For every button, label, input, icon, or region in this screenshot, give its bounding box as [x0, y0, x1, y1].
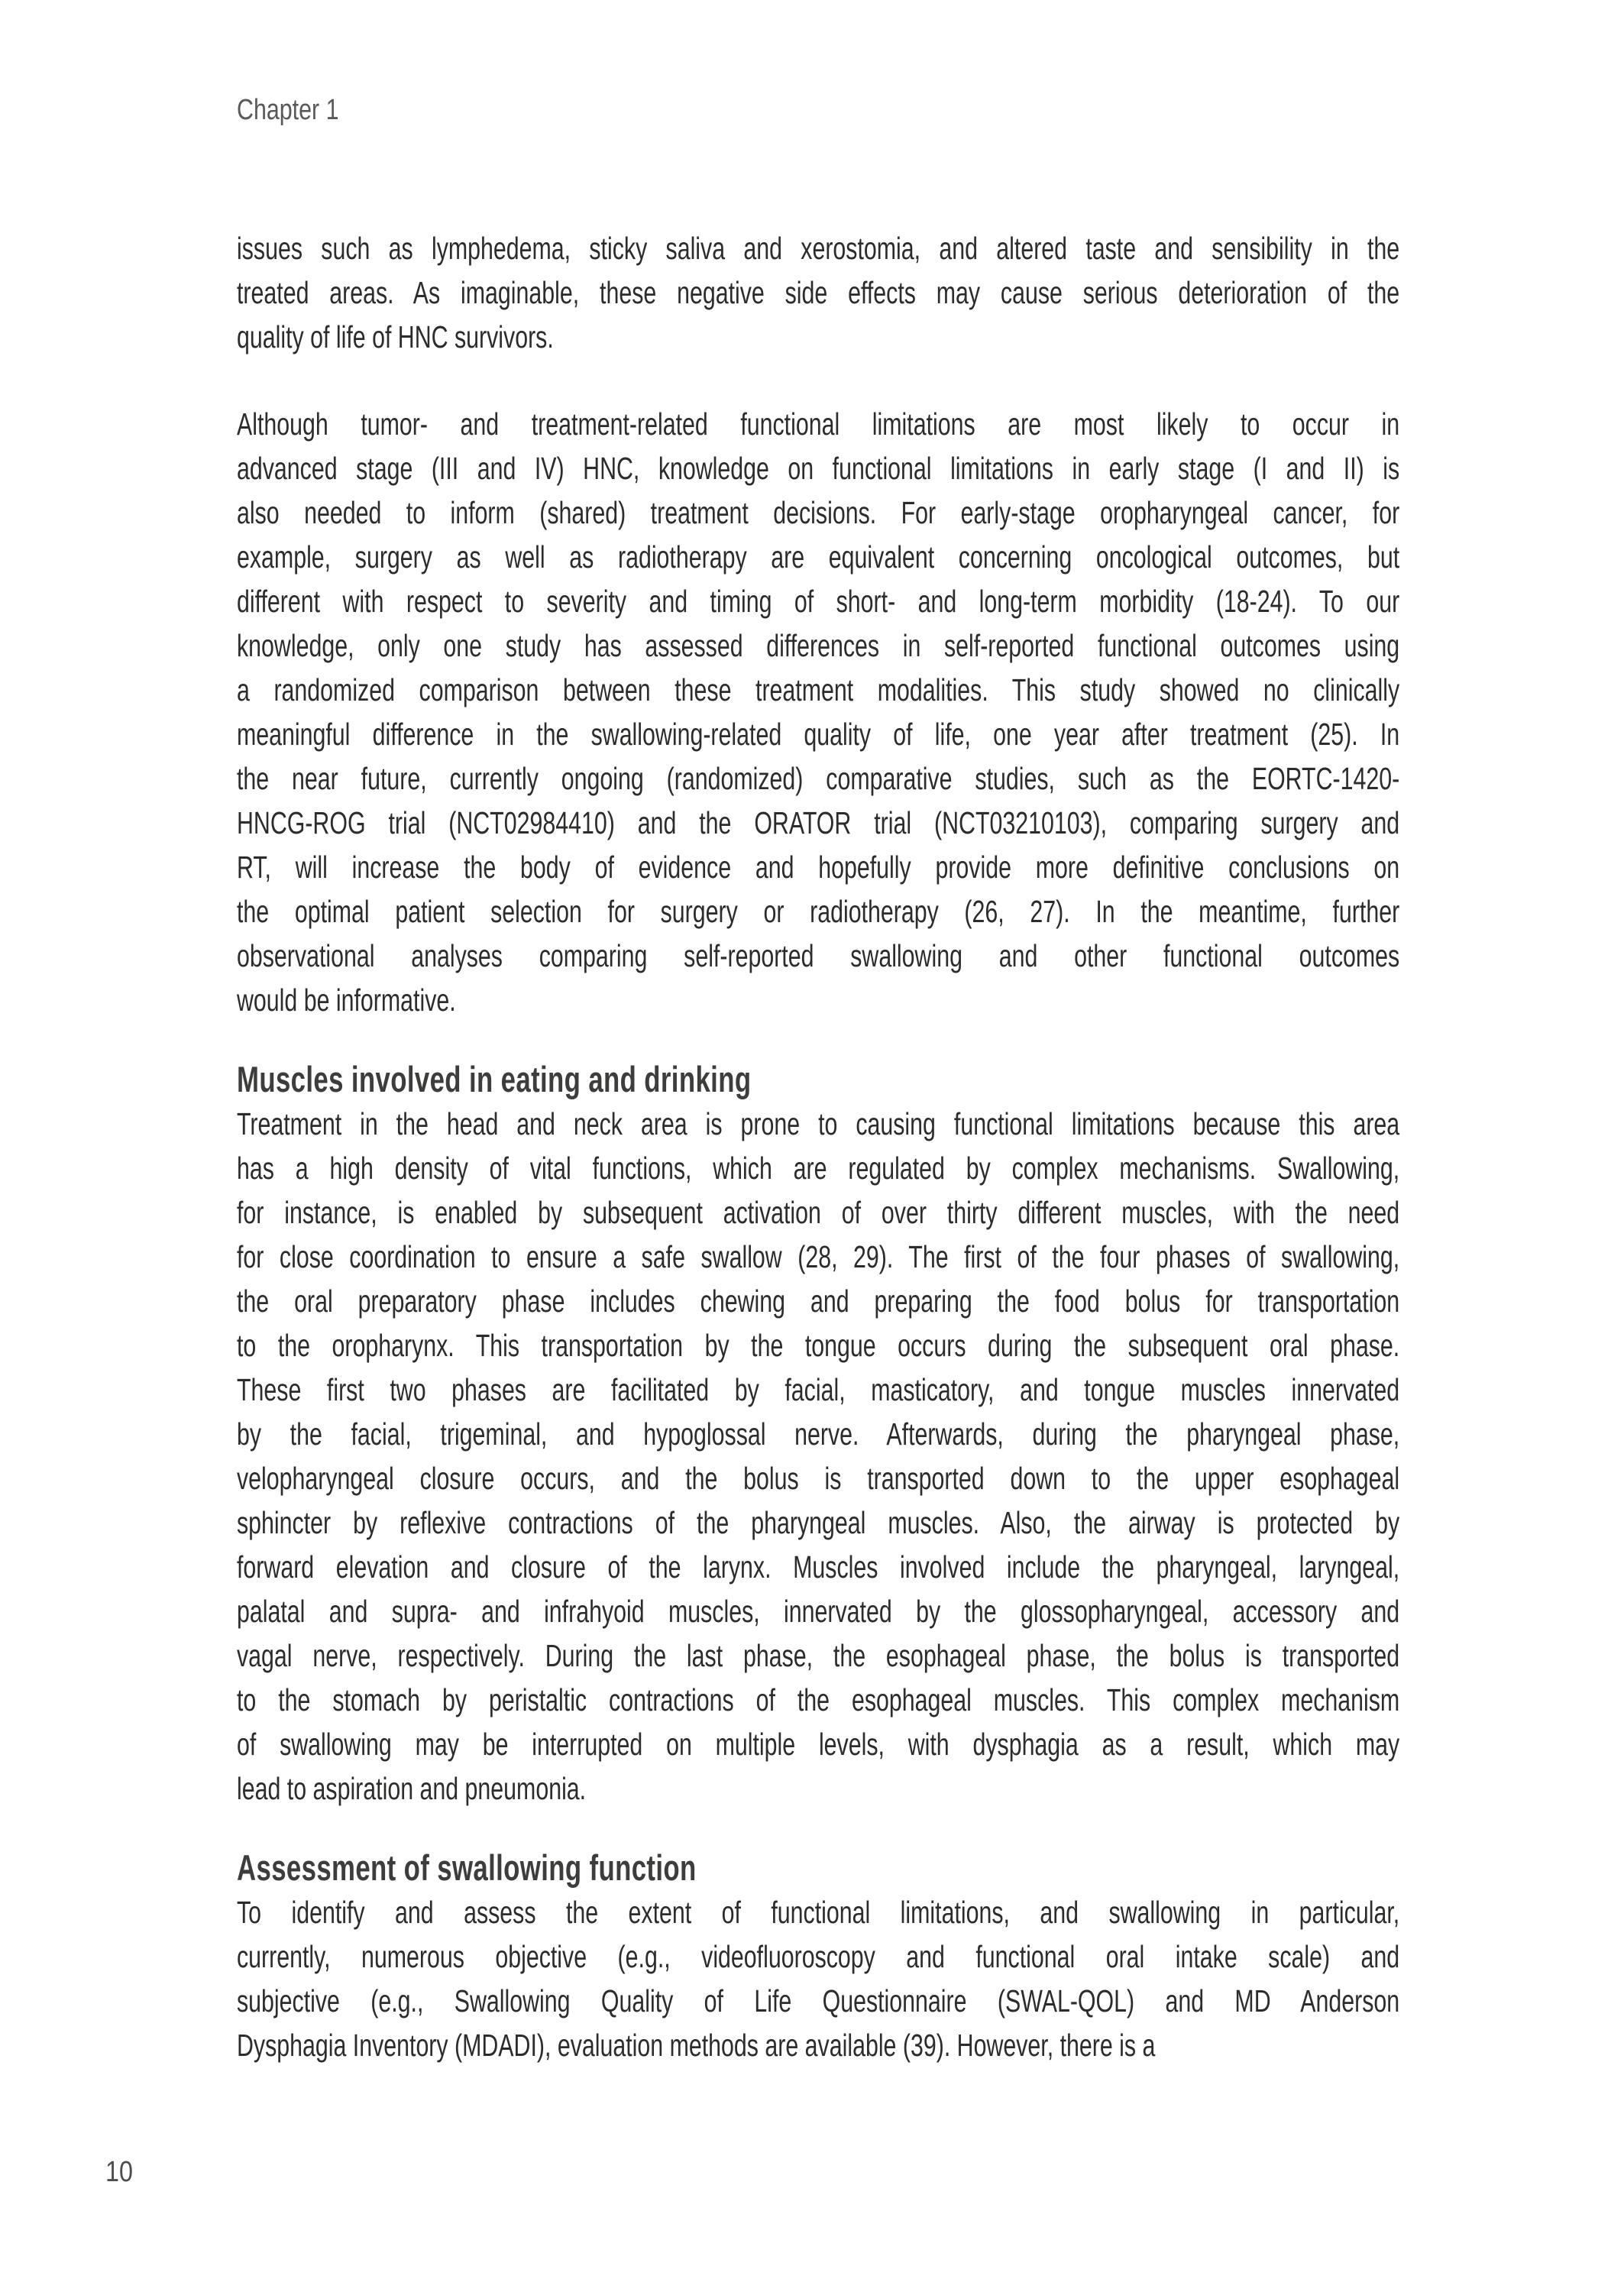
chapter-header: Chapter 1 [237, 94, 339, 126]
paragraph-line: vagal nerve, respectively. During the last phase, the esophageal phase, the bolus is transported [237, 1638, 1400, 1673]
body-paragraph [237, 1890, 1399, 2067]
paragraph-line: meaningful difference in the swallowing-related quality of life, one year after treatment (25). In [237, 717, 1400, 752]
paragraph-line: also needed to inform (shared) treatment decisions. For early-stage oropharyngeal cancer, for [237, 495, 1400, 530]
paragraph-line: Dysphagia Inventory (MDADI), evaluation methods are available (39). However, there is a [237, 2028, 1156, 2063]
section-heading: Assessment of swallowing function [237, 1847, 697, 1888]
paragraph-line: These first two phases are facilitated by facial, masticatory, and tongue muscles innervated [237, 1372, 1400, 1407]
body-paragraph [237, 1102, 1399, 1811]
paragraph-line: HNCG-ROG trial (NCT02984410) and the ORATOR trial (NCT03210103), comparing surgery and [237, 805, 1400, 840]
paragraph-line: Although tumor- and treatment-related functional limitations are most likely to occur in [237, 406, 1400, 442]
paragraph-line: To identify and assess the extent of functional limitations, and swallowing in particular, [237, 1895, 1400, 1930]
paragraph-line: quality of life of HNC survivors. [237, 319, 554, 354]
paragraph-line: to the stomach by peristaltic contractions of the esophageal muscles. This complex mechanism [237, 1682, 1400, 1717]
paragraph-line: would be informative. [237, 983, 456, 1018]
paragraph-line: knowledge, only one study has assessed differences in self-reported functional outcomes using [237, 628, 1400, 663]
paragraph-line: has a high density of vital functions, which are regulated by complex mechanisms. Swallowing, [237, 1151, 1400, 1186]
paragraph-line: to the oropharynx. This transportation by the tongue occurs during the subsequent oral phase. [237, 1328, 1400, 1363]
paragraph-line: example, surgery as well as radiotherapy are equivalent concerning oncological outcomes, but [237, 539, 1400, 575]
body-paragraph [237, 402, 1399, 1022]
paragraph-line: by the facial, trigeminal, and hypoglossal nerve. Afterwards, during the pharyngeal phase, [237, 1416, 1400, 1452]
paragraph-line: the oral preparatory phase includes chewing and preparing the food bolus for transportation [237, 1284, 1400, 1319]
paragraph-line: RT, will increase the body of evidence and hopefully provide more definitive conclusions on [237, 850, 1400, 885]
paragraph-line: palatal and supra- and infrahyoid muscles, innervated by the glossopharyngeal, accessory and [237, 1594, 1400, 1629]
paragraph-line: for instance, is enabled by subsequent activation of over thirty different muscles, with the need [237, 1195, 1400, 1230]
paragraph-line: lead to aspiration and pneumonia. [237, 1771, 587, 1806]
paragraph-line: of swallowing may be interrupted on multiple levels, with dysphagia as a result, which may [237, 1727, 1400, 1762]
content-blocks [237, 226, 1399, 2110]
body-paragraph [237, 226, 1399, 359]
paragraph-line: sphincter by reflexive contractions of the pharyngeal muscles. Also, the airway is protected by [237, 1505, 1400, 1540]
paragraph-line: different with respect to severity and timing of short- and long-term morbidity (18-24). To our [237, 584, 1400, 619]
paragraph-line: a randomized comparison between these treatment modalities. This study showed no clinically [237, 672, 1400, 707]
page-number: 10 [105, 2156, 133, 2188]
paragraph-line: the near future, currently ongoing (randomized) comparative studies, such as the EORTC-1420- [237, 761, 1400, 796]
paragraph-line: treated areas. As imaginable, these negative side effects may cause serious deterioration of the [237, 275, 1400, 310]
section-heading: Muscles involved in eating and drinking [237, 1059, 752, 1099]
paragraph-line: Treatment in the head and neck area is prone to causing functional limitations because this area [237, 1106, 1400, 1141]
paragraph-line: observational analyses comparing self-reported swallowing and other functional outcomes [237, 938, 1400, 973]
paragraph-line: for close coordination to ensure a safe swallow (28, 29). The first of the four phases of swallowing, [237, 1239, 1400, 1274]
paragraph-line: currently, numerous objective (e.g., videofluoroscopy and functional oral intake scale) and [237, 1939, 1400, 1974]
paragraph-line: the optimal patient selection for surgery or radiotherapy (26, 27). In the meantime, further [237, 894, 1400, 929]
paragraph-line: advanced stage (III and IV) HNC, knowledge on functional limitations in early stage (I and II) is [237, 451, 1400, 486]
paragraph-line: forward elevation and closure of the larynx. Muscles involved include the pharyngeal, laryngeal, [237, 1549, 1400, 1585]
paragraph-line: issues such as lymphedema, sticky saliva and xerostomia, and altered taste and sensibility in the [237, 231, 1400, 266]
paragraph-line: subjective (e.g., Swallowing Quality of Life Questionnaire (SWAL-QOL) and MD Anderson [237, 1983, 1400, 2018]
paragraph-line: velopharyngeal closure occurs, and the bolus is transported down to the upper esophageal [237, 1461, 1400, 1496]
